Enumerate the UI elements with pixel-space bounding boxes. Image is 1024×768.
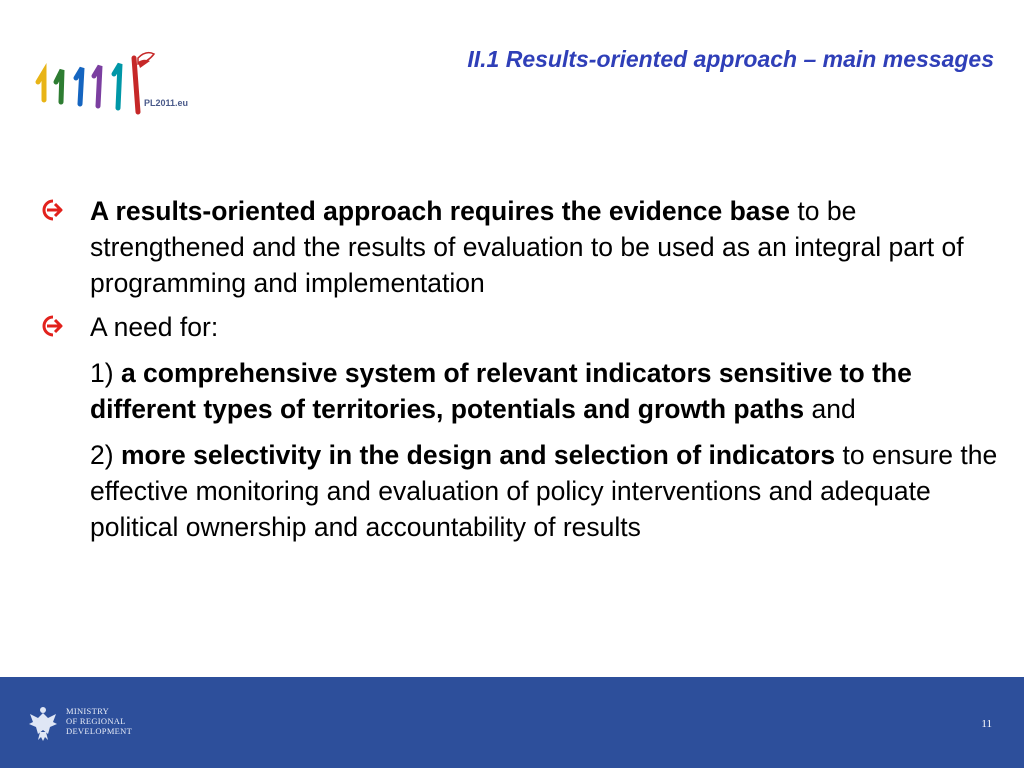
eagle-emblem-icon xyxy=(28,704,58,742)
page-number: 11 xyxy=(981,718,992,730)
bullet-text: to be strengthened and the results of evaluation to be used as an integral part of programming and implementation xyxy=(90,196,964,298)
item-text: and xyxy=(804,394,856,424)
item-number: 2) xyxy=(90,440,121,470)
bullet-bold-text: A results-oriented approach requires the evidence base xyxy=(90,196,791,226)
item-number: 1) xyxy=(90,358,121,388)
item-bold-text: more selectivity in the design and selection of indicators xyxy=(120,440,836,470)
item-bold-text: a comprehensive system of relevant indicators sensitive to the different types of territories, potentials and growth paths xyxy=(90,358,912,424)
item-text: to ensure the effective monitoring and evaluation of policy interventions and adequate political ownership and accountability of results xyxy=(90,440,998,542)
bullet-evidence-base xyxy=(38,193,1008,301)
bullet-need-for xyxy=(38,309,1008,345)
pl2011-logo-graphic xyxy=(30,40,190,115)
arrow-bullet-icon xyxy=(42,199,64,221)
item-selectivity xyxy=(38,437,1008,545)
slide-content xyxy=(38,193,1008,545)
logo-text: PL2011.eu xyxy=(144,98,189,108)
arrow-bullet-icon xyxy=(42,315,64,337)
bullet-text: A need for: xyxy=(90,312,219,342)
ministry-line: DEVELOPMENT xyxy=(66,726,133,736)
item-indicators-system xyxy=(38,355,1008,427)
slide-title: II.1 Results-oriented approach – main messages xyxy=(467,46,994,72)
footer-bar xyxy=(0,677,1024,768)
ministry-name xyxy=(66,706,132,736)
ministry-line: OF REGIONAL xyxy=(66,716,126,726)
presidency-logo xyxy=(30,40,190,115)
ministry-line: MINISTRY xyxy=(66,706,110,716)
